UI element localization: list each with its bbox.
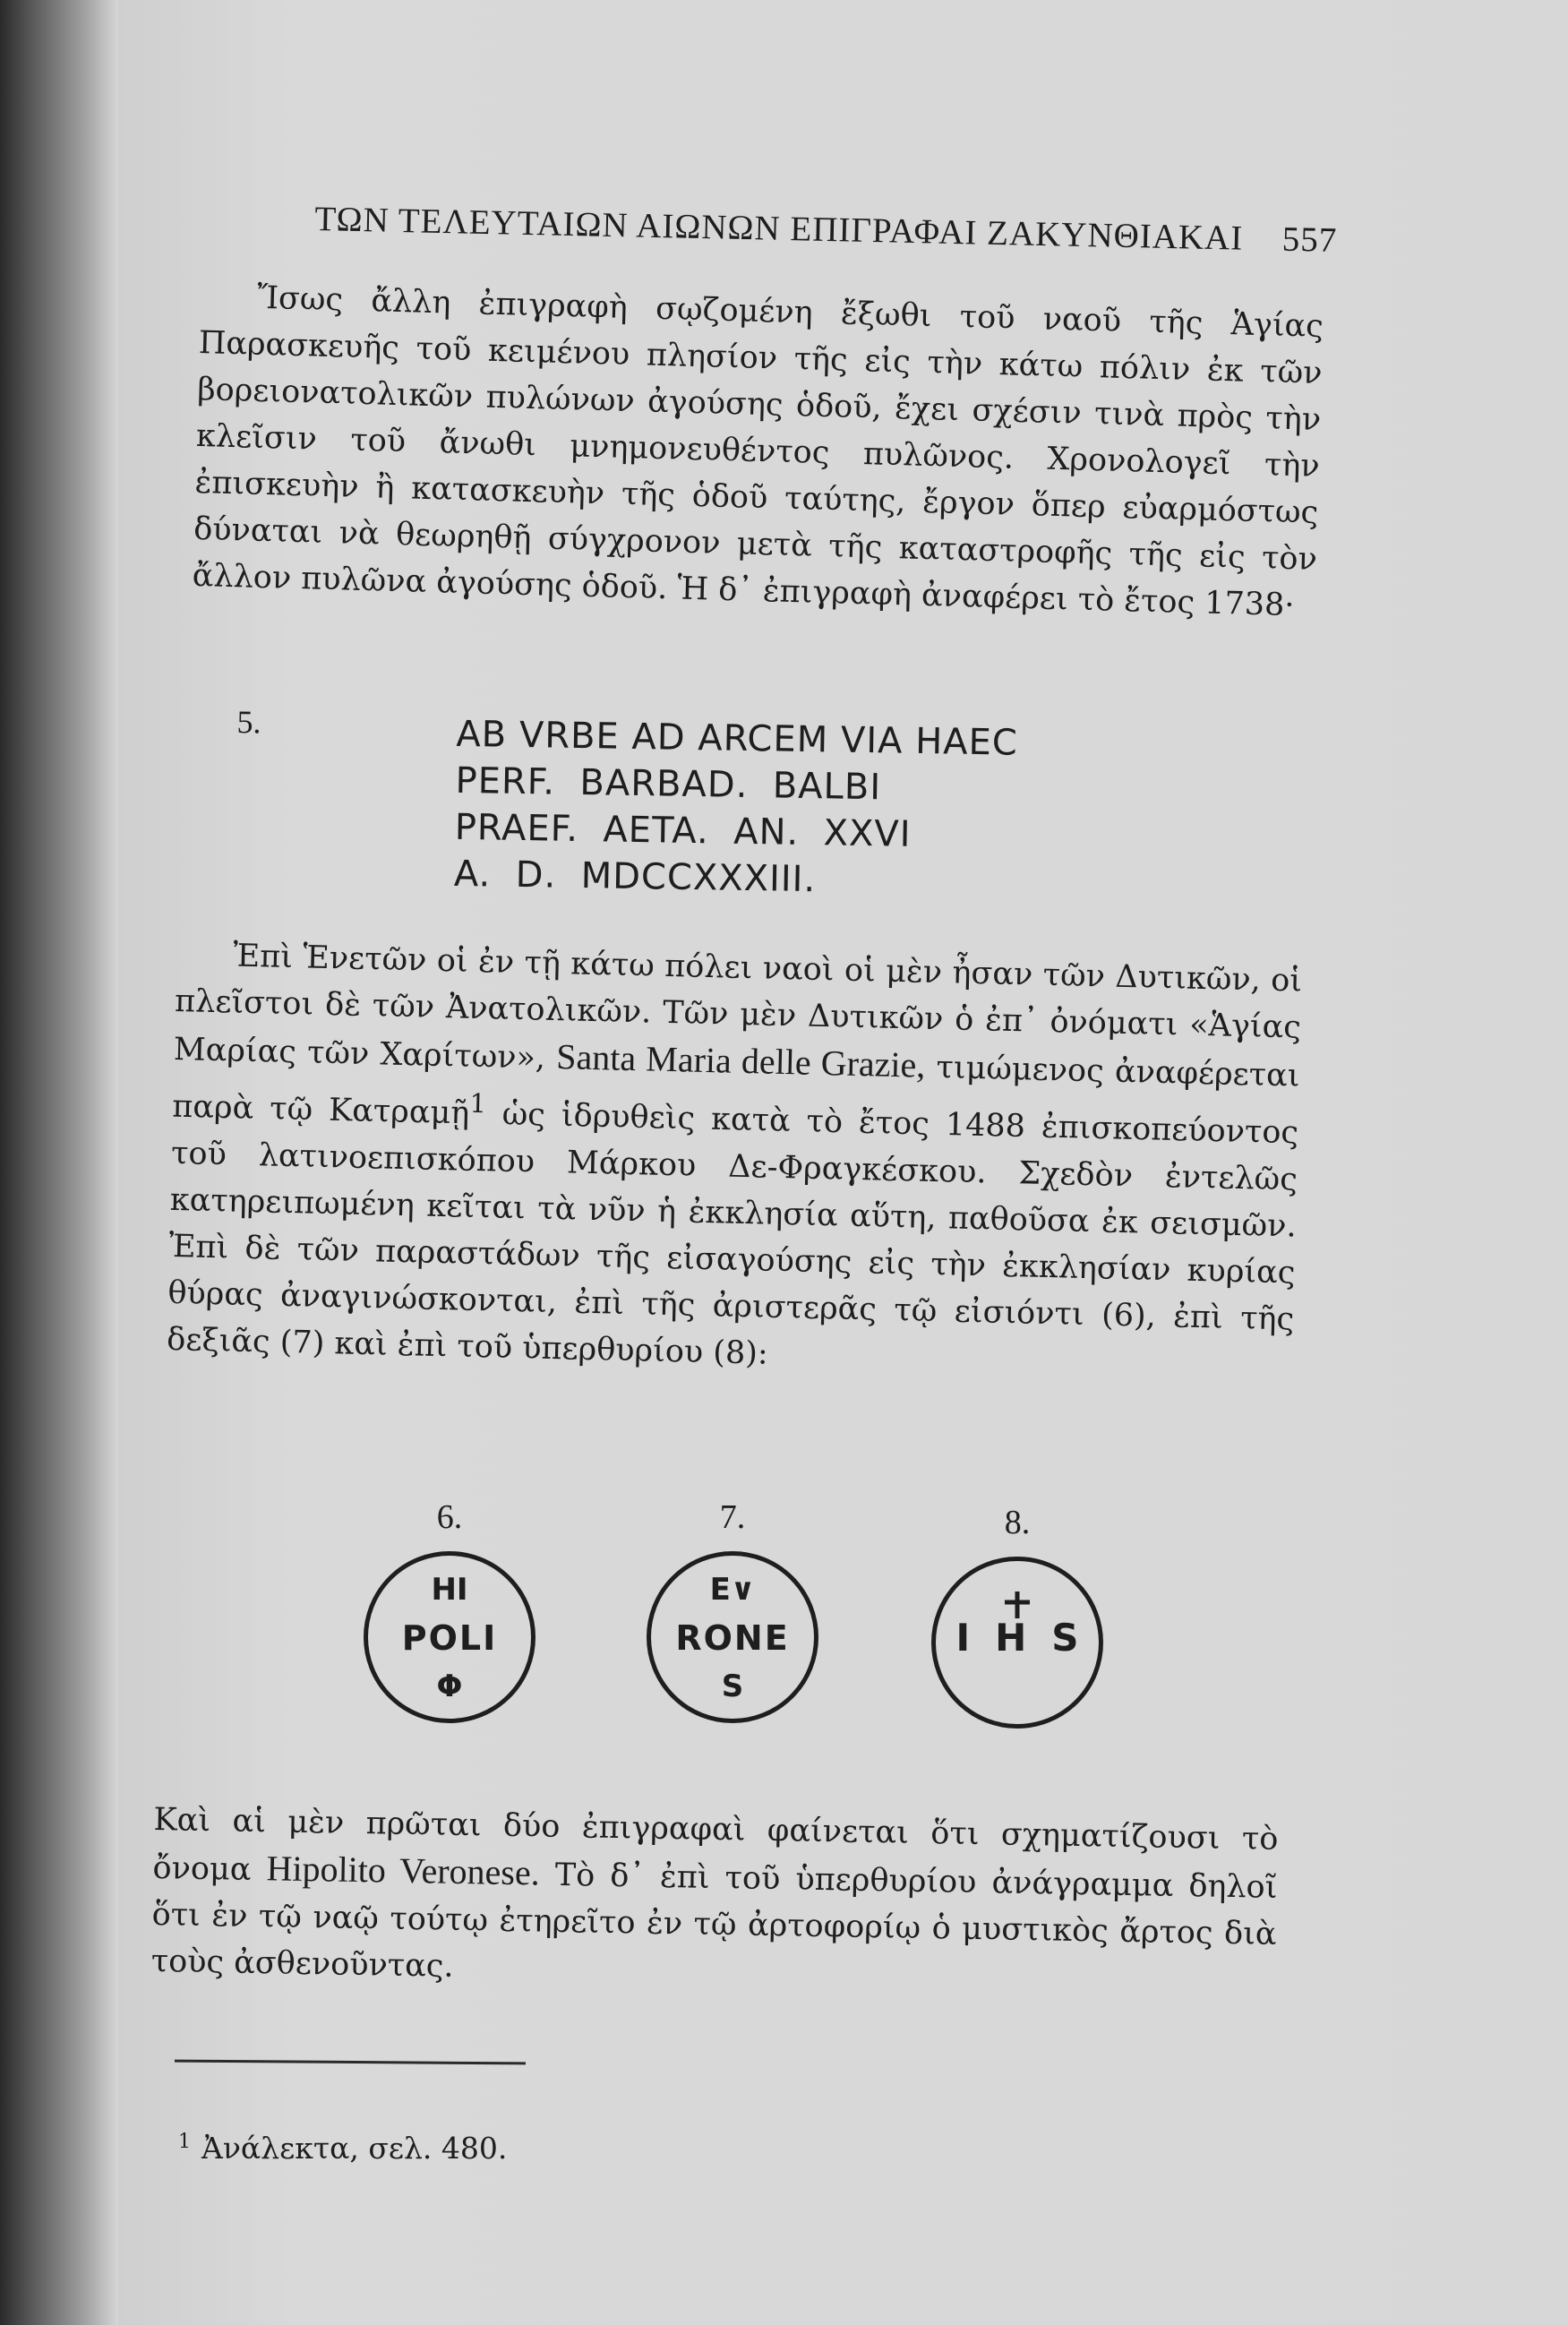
footnote-marker: 1: [178, 2131, 191, 2153]
seal-monogram: [936, 1617, 1099, 1660]
paragraph-3: [150, 1797, 1278, 2004]
paragraph-1: [192, 273, 1324, 630]
binding-shadow: [0, 0, 118, 2325]
seal-8: [928, 1499, 1107, 1729]
latin-name: Hipolito Veronese.: [266, 1848, 541, 1893]
seal-bottom-mark: S: [721, 1669, 744, 1704]
seal-circle: [931, 1557, 1103, 1729]
inscription-line: PERF. BARBAD. BALBI: [455, 759, 882, 809]
inscription-line: PRAEF. AETA. AN. XXVI: [454, 806, 912, 855]
paragraph-2-text-c: ὡς ἱδρυθεὶς κατὰ τὸ ἔτος 1488 ἐπισκοπεύοντος τοῦ λατινοεπισκόπου Μάρκου Δε-Φραγκέσκου. Σχεδὸν ἐντελῶς κατηρειπωμένη κεῖται τὰ νῦν ἡ ἐκκλησία αὕτη, παθοῦσα ἐκ σεισμῶν. Ἐπὶ δὲ τῶν παραστάδων τῆς εἰσαγούσης εἰς τὴν ἐκκλησίαν κυρίας θύρας ἀναγινώσκονται, ἐπὶ τῆς ἀριστερᾶς τῷ εἰσιόντι (6), ἐπὶ τῆς δεξιᾶς (7) καὶ ἐπὶ τοῦ ὑπερθυρίου (8):: [166, 1096, 1299, 1372]
inscription-lines: [454, 711, 1019, 906]
inscription-number: 5.: [236, 703, 261, 741]
seal-number: 6.: [436, 1498, 463, 1536]
paragraph-1-text: Ἴσως ἄλλη ἐπιγραφὴ σῳζομένη ἔξωθι τοῦ ναοῦ τῆς Ἁγίας Παρασκευῆς τοῦ κειμένου πλησίον τῆς εἰς τὴν κάτω πόλιν ἐκ τῶν βορειονατολικῶν πυλώνων ἀγούσης ὁδοῦ, ἔχει σχέσιν τινὰ πρὸς τὴν κλεῖσιν τοῦ ἄνωθι μνημονευθέντος πυλῶνος. Χρονολογεῖ τὴν ἐπισκευὴν ἢ κατασκευὴν τῆς ὁδοῦ ταύτης, ἔργον ὅπερ εὐαρμόστως δύναται νὰ θεωρηθῇ σύγχρονον μετὰ τῆς καταστροφῆς τῆς εἰς τὸν ἄλλον πυλῶνα ἀγούσης ὁδοῦ. Ἡ δ᾽ ἐπιγραφὴ ἀναφέρει τὸ ἔτος 1738·: [192, 279, 1324, 624]
indent: [176, 965, 233, 966]
monogram-letter: H: [995, 1616, 1027, 1660]
seal-bottom-mark: Φ: [436, 1669, 463, 1704]
paragraph-2: [167, 931, 1303, 1389]
seal-top-mark: HI: [431, 1572, 468, 1608]
seal-word: RONE: [675, 1618, 790, 1658]
monogram-letter: S: [1051, 1616, 1079, 1660]
paragraph-2-text-a: Ἐπὶ Ἑνετῶν οἱ ἐν τῇ κάτω πόλει ναοὶ οἱ μὲν ἦσαν τῶν Δυτικῶν, οἱ πλεῖστοι δὲ τῶν Ἀνατολικῶν. Τῶν μὲν Δυτικῶν ὁ ἐπ᾽ ὀνόματι «Ἁγίας Μαρίας τῶν Χαρίτων»,: [173, 938, 1303, 1077]
footnote-reference: 1: [469, 1087, 487, 1120]
paragraph-3-text-b: Τὸ δ᾽ ἐπὶ τοῦ ὑπερθυρίου ἀνάγραμμα δηλοῖ ὅτι ἐν τῷ ναῷ τούτῳ ἐτηρεῖτο ἐν τῷ ἀρτοφορίῳ ὁ μυστικὸς ἄρτος διὰ τοὺς ἀσθενοῦντας.: [150, 1857, 1278, 1985]
seal-circle: [364, 1551, 536, 1723]
paragraph-2-text-b: τιμώμενος ἀναφέρεται παρὰ τῷ Κατραμῇ: [171, 1050, 1300, 1132]
footnote: [178, 2124, 507, 2166]
paragraph-3-text-a: Καὶ αἱ μὲν πρῶται δύο ἐπιγραφαὶ φαίνεται ὅτι σχηματίζουσι τὸ ὄνομα: [152, 1801, 1279, 1888]
seal-7: [643, 1494, 822, 1723]
seal-6: [360, 1494, 539, 1723]
indent: [200, 306, 257, 308]
seal-circle: [647, 1551, 818, 1723]
latin-church-name: Santa Maria delle Grazie,: [555, 1036, 926, 1085]
monogram-letter: I: [955, 1616, 971, 1660]
seal-number: 8.: [1004, 1504, 1031, 1541]
seal-top-mark: E∨: [709, 1572, 756, 1608]
page-number: 557: [1281, 219, 1338, 260]
running-head-title: ΤΩΝ ΤΕΛΕΥΤΑΙΩΝ ΑΙΩΝΩΝ ΕΠΙΓΡΑΦΑΙ ΖΑΚΥΝΘΙΑΚΑΙ: [314, 199, 1244, 258]
seal-word: POLI: [401, 1618, 498, 1658]
seal-number: 7.: [719, 1498, 746, 1536]
footnote-text: Ἀνάλεκτα, σελ. 480.: [201, 2131, 508, 2166]
inscription-line: AB VRBE AD ARCEM VIA HAEC: [456, 713, 1019, 764]
inscription-line: A. D. MDCCXXXIII.: [453, 853, 817, 901]
